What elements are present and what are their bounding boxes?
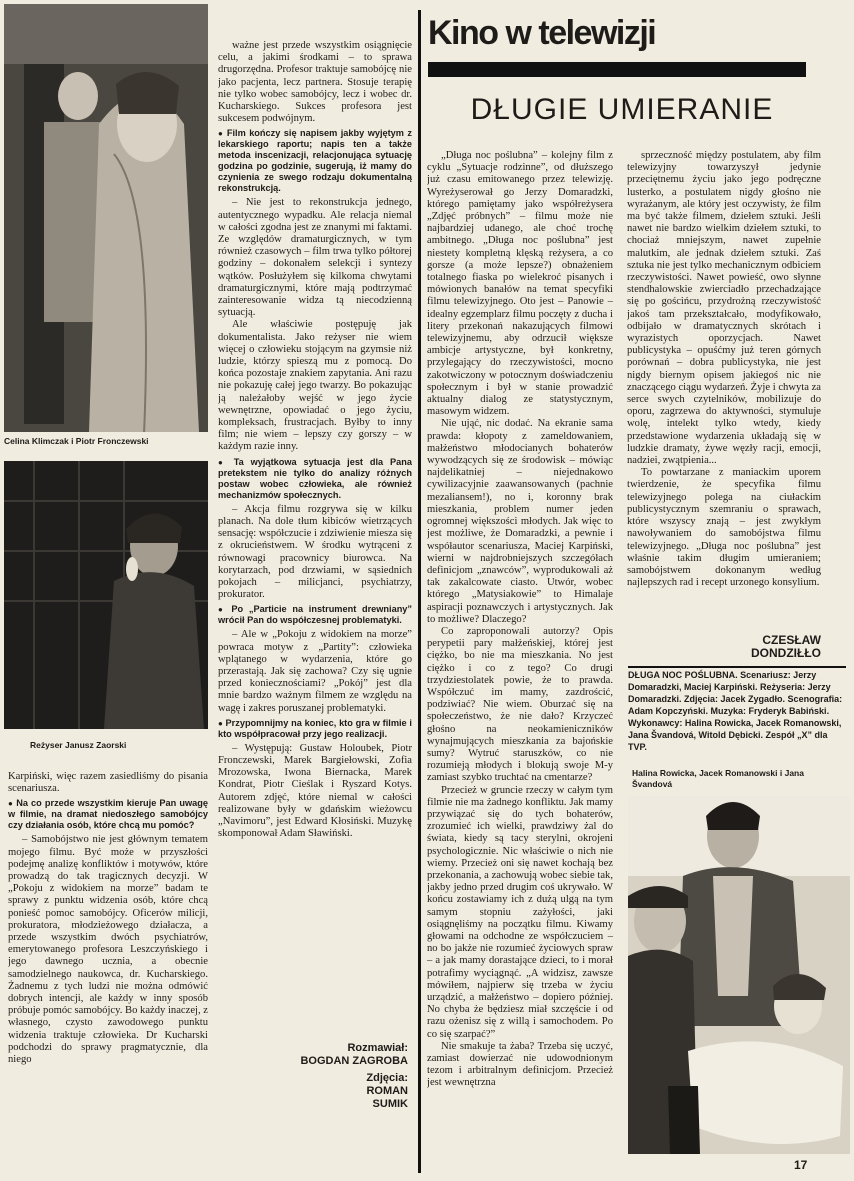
interview-question: ● Na co przede wszystkim kieruje Pan uwagę w filmie, na dramat niedoszłego samobójcy czy działania osób, które chcą mu pomóc? <box>8 798 208 831</box>
section-title-bar <box>428 62 806 77</box>
signature-name: BOGDAN ZAGROBA <box>300 1055 408 1067</box>
signature-label: Rozmawiał: <box>347 1042 408 1054</box>
photo-caption-top: Celina Klimczak i Piotr Fronczewski <box>4 436 149 446</box>
article-paragraph: sprzeczność między postulatem, aby film telewizyjny towarzyszył jedynie przeciętnemu życiu jako jego podręczne lusterko, a postulatem nigdy głośno nie wyrażanym, ale który jest oczywisty, że film ma być także filmem, dziełem sztuki. Jeśli nawet nie bardzo wielkim dziełem sztuki, to chociaż mniejszym, nawet zupełnie malutkim, ale jednak dziełem sztuki. Zaś sztuka nie jest tylko mechanicznym odbiciem rzeczywistości. Nawet powieść, owo słynne stendhalowskie zwierciadło przechadzające się po gościńcu, przydrożną rzeczywistość jakoś tam przekształcało, modyfikowało, odbijało w dramatycznych skrótach i wyrazistych oporzycjach. Nawet publicystyka – opuśćmy już teren górnych porównań – dobra publicystyka, nie jest nigdy biernym opisem jakiegoś nic nie znaczącego ciągu wydarzeń. Żyje i chwyta za serce swych czytelników, mobilizuje do oporu, zagrzewa do aktywności, stymuluje wolę, intelekt tylko wtedy, kiedy przedstawione wydarzenia układają się w ludzkie dramaty, żywe węzły racji, emocji, nadziei, zwątpienia... <box>627 150 821 467</box>
interview-question: ● Ta wyjątkowa sytuacja jest dla Pana pretekstem nie tylko do analizy różnych postaw wobec człowieka, ale również mechanizmów społecznych. <box>218 457 412 501</box>
article-paragraph: Nie ująć, nic dodać. Na ekranie sama prawda: kłopoty z zameldowaniem, małżeństwo młodocianych bohaterów wywodzących się ze środowisk – mówiąc najdelikatniej – niejednakowo cywilizacyjnie zaawansowanych (pachnie mezaliansem!), no i, koronny brak mieszkania, problem numer jeden ogromnej większości młodych. Jak więc to jest możliwe, że Domaradzki, a pewnie i współautor scenariusza, Maciej Karpiński, wierni w najdrobniejszych szczegółach definicjom „znawców”, wyprodukowali aż tak zakalcowate ciasto. Utwór, wobec którego „Matysiakowie” to Himalaje aspiracji poznawczych i artystycznych. Jak to możliwe? Dlaczego? <box>427 418 613 625</box>
section-title: Kino w telewizji <box>428 14 656 52</box>
article-paragraph: Karpiński, więc razem zasiedliśmy do pisania scenariusza. <box>8 771 208 795</box>
interview-column-1 <box>8 771 208 1171</box>
photo-caption-right: Halina Rowicka, Jacek Romanowski i Jana Švandová <box>632 768 804 789</box>
article-paragraph: – Ale w „Pokoju z widokiem na morze” powraca motyw z „Partity”: człowieka wplątanego w wydarzenia, które go przerastają. Jak się zachowa? Czy się ugnie przed koniecznościami? „Pokój” jest dla mnie bardzo ważnym filmem ze względu na wagę i zakres poruszanej problematyki. <box>218 629 412 714</box>
review-author <box>627 634 821 660</box>
film-credits: DŁUGA NOC POŚLUBNA. Scenariusz: Jerzy Domaradzki, Maciej Karpiński. Reżyseria: Jerzy Domaradzki. Zdjęcia: Jacek Zygadło. Scenografia: Adam Kopczyński. Muzyka: Fryderyk Babiński. Wykonawcy: Halina Rowicka, Jacek Romanowski, Jana Švandová, Witold Dębicki. Zespół „X” dla TVP. <box>628 670 843 752</box>
photo-image <box>4 461 208 729</box>
article-paragraph: Co zaproponowali autorzy? Opis perypetii pary małżeńskiej, której jest ciężko, bo nie ma mieszkania. No jest ciężko i co z tego? Co drugi trzydziestolatek powie, że to prawda. Współczuć im mamy, zazdrościć, podziwiać? Nie wiem. Oburzać się na społeczeństwo, że nie dało? Krzyczeć głośno na neokamieniczników wynajmujących mieszkania za bajońskie sumy? Wytruć staruszków, co nie rozumieją młodych i blokują swoje M-y zamiast szybko truchtać na cmentarze? <box>427 625 613 784</box>
photo-image <box>628 796 850 1154</box>
review-column-1 <box>427 150 613 1152</box>
photo-credit-name-1: ROMAN <box>366 1085 408 1097</box>
interview-question: ● Film kończy się napisem jakby wyjętym z lekarskiego raportu; napis ten a także metoda inscenizacji, relacjonująca sytuację godzina po godzinie, sugerują, iż mamy do czynienia ze swego rodzaju dokumentalną rekonstrukcją. <box>218 128 412 194</box>
photo-credit-name-2: SUMIK <box>372 1098 408 1110</box>
photo-celina-klimczak-piotr-fronczewski <box>4 4 208 432</box>
article-paragraph: „Długa noc poślubna” – kolejny film z cyklu „Sytuacje rodzinne”, od dłuższego już czasu emitowanego przez telewizję. Wyreżyserował go Jerzy Domaradzki, którego pamiętamy jako współreżysera „Zdjęć próbnych” – filmu może nie najbardziej udanego, ale choć trochę ambitnego. „Długa noc poślubna” jest niestety kompletną klęską reżysera, a co gorsze (a może lepsze?) obnażeniem totalnego fiaska po wielekroć pisanych i mówionych banałów na temat specyfiki filmu telewizyjnego. Oto jest – Panowie – idealny egzemplarz filmu poczęty z ducha i litery przekonań nakazujących filmowi telewizyjnemu, aby odrzucił większe ambicje artystyczne, był konkretny, przylegający do rzeczywistości, mocno zakotwiczony w potocznym doświadczeniu społecznym i był w stanie prowadzić aktualny dialog ze statystycznym, masowym widzem. <box>427 150 613 418</box>
interview-question: ● Przypomnijmy na koniec, kto gra w filmie i kto współpracował przy jego realizacji. <box>218 718 412 740</box>
interview-question: ● Po „Particie na instrument drewniany” wrócił Pan do współczesnej problematyki. <box>218 604 412 626</box>
author-first-name: CZESŁAW <box>762 633 821 647</box>
article-headline: DŁUGIE UMIERANIE <box>470 93 774 126</box>
photo-janusz-zaorski <box>4 461 208 729</box>
photo-image <box>4 4 208 432</box>
author-last-name: DONDZIŁŁO <box>751 646 821 660</box>
article-paragraph: Przecież w gruncie rzeczy w całym tym filmie nie ma żadnego konfliktu. Jak mamy przywiązać się do tych bohaterów, zrozumieć ich wielki, prawdziwy żal do świata, kiedy są tacy sterylni, okrojeni psychologicznie. Nic właściwie o nich nie wiemy. Przecież oni się nawet kochają bez przekonania, a zachowują wobec siebie tak, jakby jedno przed drugim coś ukrywało. W końcu zostawiamy ich z dużą ulgą na tym samym stopniu zażyłości, jaki osiągnęliśmy na początku filmu. Kiwamy głowami na odchodne ze współczuciem – no bo jakże nie rozumieć życiowych spraw – a jak mamy dorastające dzieci, to i morał potrafimy wyciągnąć. „A widzisz, zawsze mówiłem, najpierw się trzeba w życiu urządzić, a małżeństwo – dopiero później. No chyba że będziesz miał szczęście i od razu ożenisz się z willą i samochodem. Po co się szarpać?” <box>427 784 613 1040</box>
article-paragraph: – Samobójstwo nie jest głównym tematem mojego filmu. Być może w przyszłości podejmę analizę konfliktów i motywów, które prowadzą do tak tragicznych decyzji. W „Pokoju z widokiem na morze” badam te sprawy z punktu widzenia osób, które chcą ponieść pomoc samobójcy. Oficerów milicji, prokuratora, młodzieżowego działacza, a przede wszystkim dwóch psychiatrów, emerytowanego profesora Leszczyńskiego i jego dawnego ucznia, a obecnie samodzielnego naukowca, dr. Kucharskiego. Żadnemu z tych ludzi nie można odmówić dobrych intencji, ale każdy w inny sposób próbuje pomóc samobójcy. Bo każdy inaczej, z własnego, czysto zawodowego punktu widzenia traktuje człowieka. Dr Kucharski podchodzi do sprawy pragmatycznie, dla niego <box>8 834 208 1066</box>
page-divider <box>418 10 421 1173</box>
article-paragraph: – Akcja filmu rozgrywa się w kilku planach. Na dole tłum kibiców wietrzących sensację: współczucie i zdziwienie miesza się z okrucieństwem. W środku wytrąceni z równowagi pracownicy biurowca. Na korytarzach, pod drzwiami, w sąsiednich pokojach – milicjanci, psychiatrzy, prokurator. <box>218 503 412 601</box>
photo-credit-label: Zdjęcia: <box>366 1072 408 1084</box>
article-paragraph: – Występują: Gustaw Holoubek, Piotr Fronczewski, Marek Bargiełowski, Zofia Mrozowska, Iwona Biernacka, Marek Kondrat, Piotr Cieślak i Ryszard Kotys. Autorem zdjęć, które niemal w całości realizowane były w gdańskim wieżowcu „Navimoru”, jest Edward Kłosiński. Muzykę skomponował Adam Sławiński. <box>218 742 412 840</box>
article-paragraph: Ale właściwie postępuję jak dokumentalista. Jako reżyser nie wiem więcej o człowieku stojącym na gzymsie niż ludzie, którzy spieszą mu z pomocą. Do końca pozostaje znakiem zapytania. Ani razu nie pokazuję całej jego twarzy. Bo pokazując ją należałoby wejść w jego życie wewnętrzne, opowiadać o jego życiu, kompleksach, frustracjach. Byłby to inny film; nie wiem – lepszy czy gorszy – w każdym razie inny. <box>218 319 412 453</box>
interview-signature <box>218 1042 408 1111</box>
review-column-2 <box>627 150 821 634</box>
photo-caption-middle: Reżyser Janusz Zaorski <box>30 740 127 750</box>
article-paragraph: ważne jest przede wszystkim osiągnięcie celu, a jakimi środkami – to sprawa drugorzędna. Profesor traktuje samobójcę nie jako pacjenta, lecz partnera. Stosuje terapię nie tylko wobec samobójcy, lecz i wobec dr. Kucharskiego. Sukces profesora jest sukcesem podwójnym. <box>218 40 412 125</box>
article-paragraph: To powtarzane z maniackim uporem twierdzenie, że specyfika filmu telewizyjnego polega na ciułackim publicystycznym szemraniu o sprawach, które wszyscy znają – jest zwykłym nawoływaniem do samobójstwa filmu telewizyjnego. „Długa noc poślubna” jest właśnie takim długim umieraniem; samobójstwem dokonanym według najlepszych rad i recept urzonego konsylium. <box>627 467 821 589</box>
interview-column-2 <box>218 40 412 972</box>
photo-rowicka-romanowski-svandova <box>628 796 850 1154</box>
page-number: 17 <box>794 1158 808 1172</box>
article-paragraph: Nie smakuje ta żaba? Trzeba się uczyć, zamiast dowierzać nie udowodnionym tezom i arbitralnym definicjom. Przecież jest wewnętrzna <box>427 1040 613 1089</box>
article-paragraph: – Nie jest to rekonstrukcja jednego, autentycznego wypadku. Ale relacja niemal w całości zgodna jest ze znanymi mi faktami. Ze względów dramaturgicznych, w tym również czasowych – film trwa tylko półtorej godziny – dokonałem selekcji i syntezy wątków. Posłużyłem się kilkoma chwytami dramaturgicznymi, które mają podtrzymać zainteresowanie widza tą niecodzienną sytuacją. <box>218 197 412 319</box>
credits-rule <box>628 666 846 668</box>
